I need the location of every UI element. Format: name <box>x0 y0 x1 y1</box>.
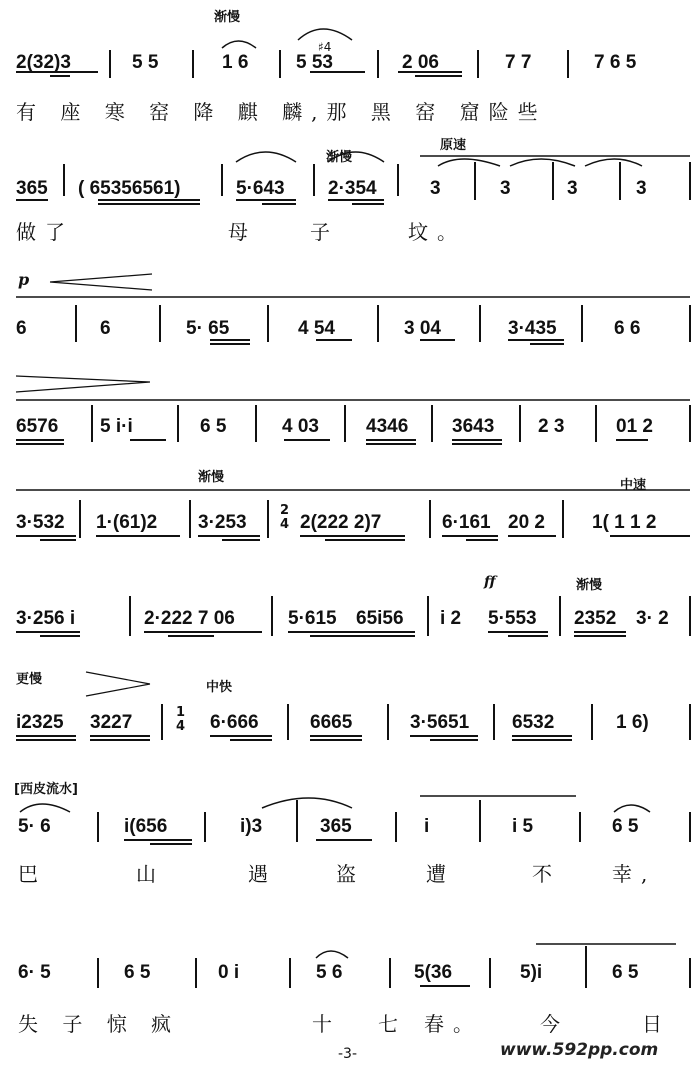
bar: 3 <box>636 178 647 199</box>
bar: 6532 <box>512 712 555 733</box>
tempo-mark: 原速 <box>440 138 467 153</box>
bar: 3227 <box>90 712 133 733</box>
bar: 0 i <box>218 962 240 983</box>
bar: 3 <box>500 178 511 199</box>
bar: 4 03 <box>282 416 319 437</box>
bar: 5 5 <box>132 52 159 73</box>
bar: i 5 <box>512 816 534 837</box>
page-number: -3- <box>338 1046 358 1062</box>
bar: 6576 <box>16 416 59 437</box>
lyric: 十 <box>312 1012 341 1036</box>
bar: 3 <box>567 178 578 199</box>
bar: 1 6 <box>222 52 249 73</box>
bar: ( 65356561) <box>78 178 181 199</box>
dynamic-mark: ff <box>484 574 496 590</box>
bar: 5·615 <box>288 608 337 629</box>
bar: 7 7 <box>505 52 532 73</box>
time-signature: 2 4 <box>280 503 290 532</box>
bar: 6 5 <box>200 416 227 437</box>
tempo-mark: 渐慢 <box>198 470 225 485</box>
tempo-mark: 渐慢 <box>214 10 241 25</box>
bar: 6 5 <box>612 816 639 837</box>
lyric: 春。 <box>424 1012 482 1036</box>
bar: 6 5 <box>612 962 639 983</box>
section-label: [西皮流水] <box>14 782 78 797</box>
lyric: 日 <box>642 1012 671 1036</box>
bar: i)3 <box>240 816 263 837</box>
bar: 3 04 <box>404 318 441 339</box>
bar: 3· 2 <box>636 608 669 629</box>
bar: 3·5651 <box>410 712 470 733</box>
bar: 20 2 <box>508 512 545 533</box>
dynamic-mark: p <box>18 270 30 289</box>
bar: i2325 <box>16 712 64 733</box>
bar: 5·553 <box>488 608 537 629</box>
bar: 5· 6 <box>18 816 51 837</box>
bar: 3·253 <box>198 512 247 533</box>
lyric: 不 <box>532 862 561 886</box>
bar: 2 06 <box>402 52 439 73</box>
bar: i(656 <box>124 816 168 837</box>
bar: 3·256 i <box>16 608 76 629</box>
lyric: 今 <box>540 1012 569 1036</box>
bar: 6·161 <box>442 512 491 533</box>
tempo-mark: 中速 <box>620 478 647 493</box>
lyric: 遇 <box>248 862 277 886</box>
bar: 3 <box>430 178 441 199</box>
tempo-mark: 更慢 <box>16 672 43 687</box>
bar: 5 i·i <box>100 416 133 437</box>
bar: 3643 <box>452 416 495 437</box>
bar: 65i56 <box>356 608 404 629</box>
lyric: 做了 <box>16 220 74 244</box>
bar: 5 53 <box>296 52 333 73</box>
lyric: 母 <box>228 220 257 244</box>
lyric: 子 <box>310 220 339 244</box>
bar: 365 <box>16 178 48 199</box>
tempo-mark: 中快 <box>206 680 233 695</box>
watermark: www.592pp.com <box>500 1040 659 1060</box>
lyric: 失 子 惊 疯 <box>18 1012 181 1036</box>
bar: 5(36 <box>414 962 453 983</box>
bar: 6 <box>16 318 27 339</box>
lyric: 幸, <box>612 862 657 886</box>
bar: 6665 <box>310 712 353 733</box>
lyric: 坟。 <box>408 220 466 244</box>
lyric: 盗 <box>336 862 365 886</box>
bar: 4 54 <box>298 318 335 339</box>
bar: 2·222 7 06 <box>144 608 235 629</box>
bar: 5)i <box>520 962 543 983</box>
bar: 2 3 <box>538 416 565 437</box>
lyric: 七 <box>378 1012 407 1036</box>
bar: 2·354 <box>328 178 377 199</box>
lyric: 巴 <box>18 862 47 886</box>
bar: 5· 65 <box>186 318 230 339</box>
lyric: 遭 <box>426 862 455 886</box>
grace-note: ♯4 <box>318 40 332 54</box>
bar: 6 5 <box>124 962 151 983</box>
bar: 365 <box>320 816 352 837</box>
bar: i <box>424 816 430 837</box>
time-signature: 1 4 <box>176 705 186 734</box>
bar: 7 6 5 <box>594 52 637 73</box>
bar: 2(32)3 <box>16 52 71 73</box>
lyrics-line: 有 座 寒 窑 降 麒 麟,那 黑 窑 窟险些 <box>16 100 547 124</box>
bar: 1( 1 1 2 <box>592 512 657 533</box>
bar: 01 2 <box>616 416 653 437</box>
bar: 1 6) <box>616 712 649 733</box>
bar: 6· 5 <box>18 962 51 983</box>
bar: 6·666 <box>210 712 259 733</box>
bar: 4346 <box>366 416 409 437</box>
bar: 1·(61)2 <box>96 512 158 533</box>
tempo-mark: 渐慢 <box>326 150 353 165</box>
tempo-mark: 渐慢 <box>576 578 603 593</box>
bar: 2(222 2)7 <box>300 512 382 533</box>
bar: 3·435 <box>508 318 557 339</box>
bar: 6 6 <box>614 318 641 339</box>
bar: 5·643 <box>236 178 285 199</box>
bar: 2352 <box>574 608 617 629</box>
bar: 3·532 <box>16 512 65 533</box>
lyric: 山 <box>136 862 165 886</box>
bar: i 2 <box>440 608 462 629</box>
bar: 5 6 <box>316 962 343 983</box>
bar: 6 <box>100 318 111 339</box>
